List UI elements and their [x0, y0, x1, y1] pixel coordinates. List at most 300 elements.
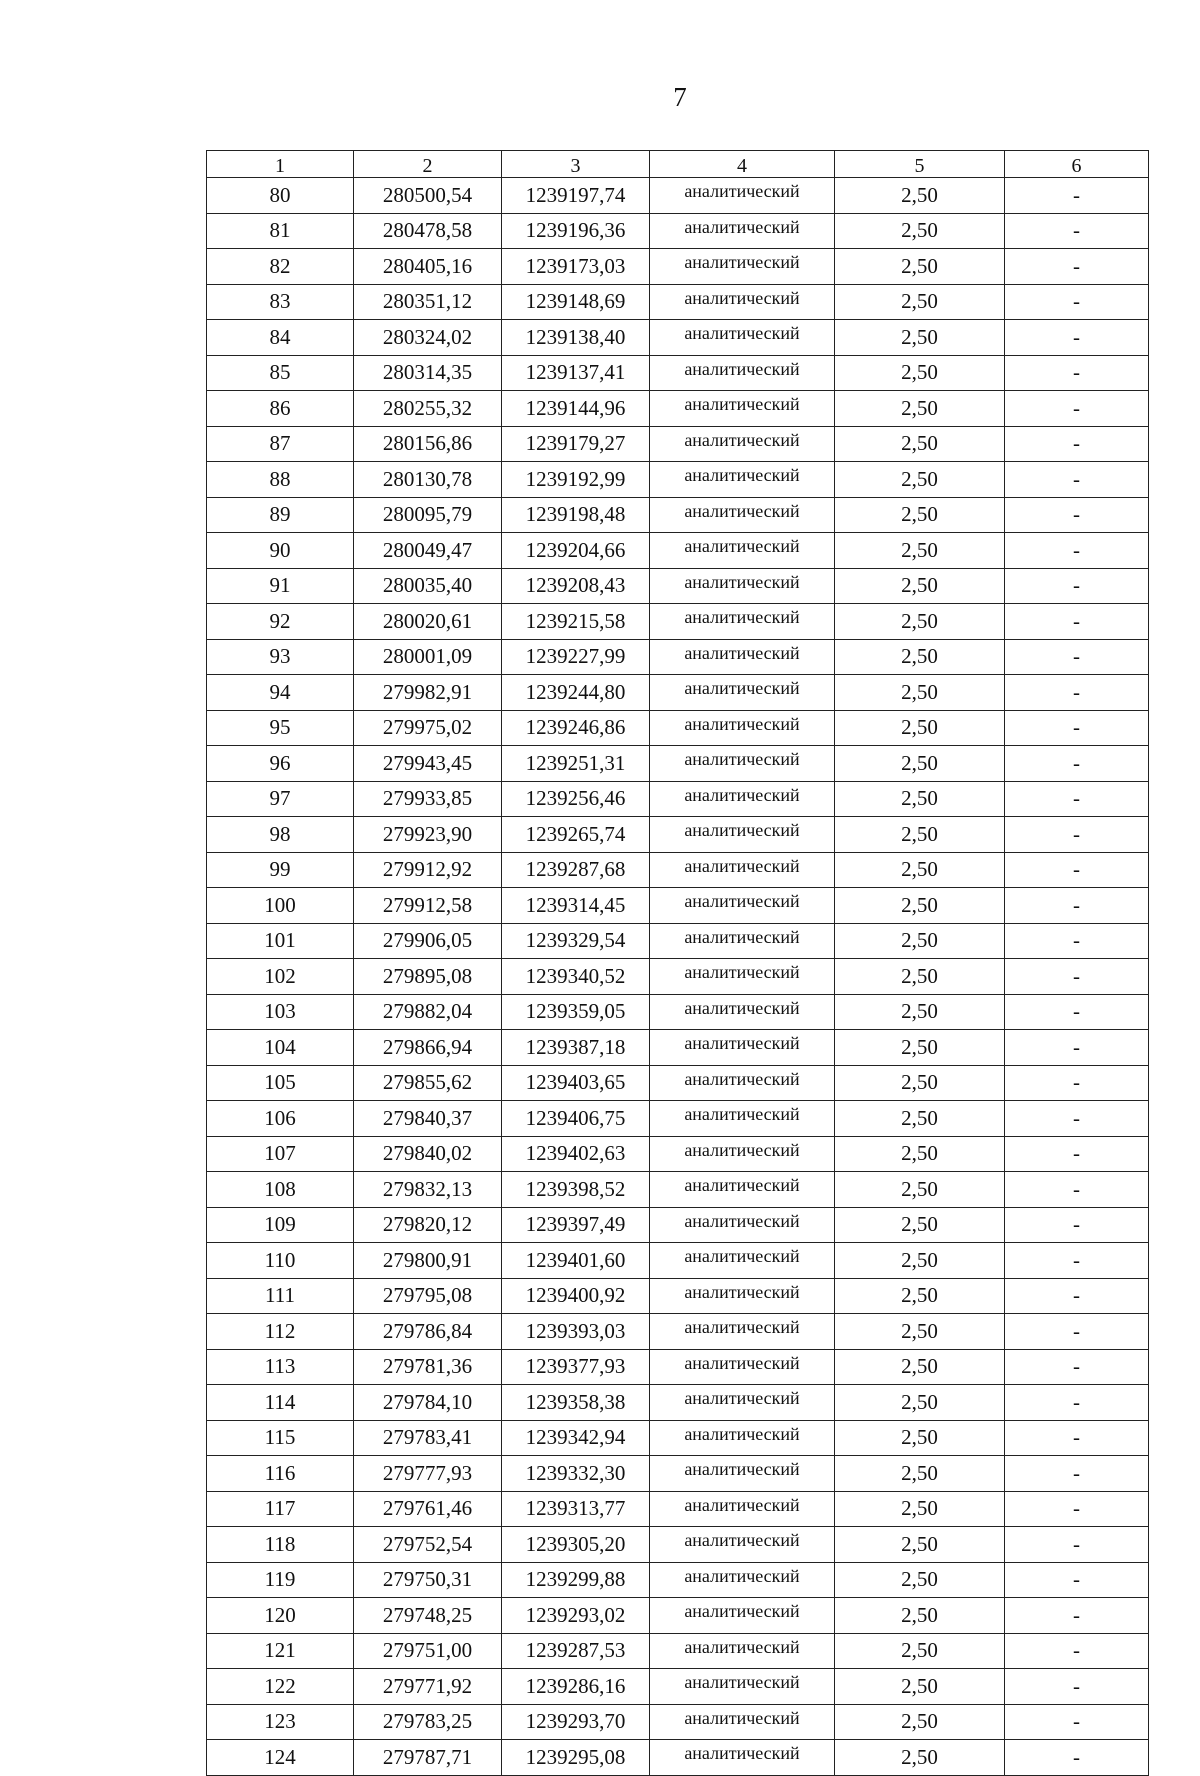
description-cell: -	[1005, 1278, 1149, 1314]
accuracy-cell: 2,50	[835, 781, 1005, 817]
x-coordinate-cell: 279748,25	[354, 1598, 502, 1634]
point-number-cell: 91	[207, 568, 354, 604]
x-coordinate-cell: 279943,45	[354, 746, 502, 782]
x-coordinate-cell: 279761,46	[354, 1491, 502, 1527]
point-number-cell: 120	[207, 1598, 354, 1634]
table-row	[207, 604, 1149, 640]
point-number-cell: 109	[207, 1207, 354, 1243]
method-cell: аналитический	[650, 1491, 835, 1527]
accuracy-cell: 2,50	[835, 1243, 1005, 1279]
y-coordinate-cell: 1239293,70	[502, 1704, 650, 1740]
point-number-cell: 107	[207, 1136, 354, 1172]
accuracy-cell: 2,50	[835, 320, 1005, 356]
y-coordinate-cell: 1239397,49	[502, 1207, 650, 1243]
x-coordinate-cell: 279784,10	[354, 1385, 502, 1421]
table-row	[207, 1243, 1149, 1279]
method-cell: аналитический	[650, 213, 835, 249]
method-cell: аналитический	[650, 426, 835, 462]
accuracy-cell: 2,50	[835, 604, 1005, 640]
method-cell: аналитический	[650, 1243, 835, 1279]
x-coordinate-cell: 279832,13	[354, 1172, 502, 1208]
header-cell-x: 2	[354, 151, 502, 178]
table-header	[207, 151, 1149, 178]
x-coordinate-cell: 280478,58	[354, 213, 502, 249]
description-cell: -	[1005, 1065, 1149, 1101]
accuracy-cell: 2,50	[835, 1314, 1005, 1350]
point-number-cell: 112	[207, 1314, 354, 1350]
accuracy-cell: 2,50	[835, 1704, 1005, 1740]
point-number-cell: 90	[207, 533, 354, 569]
page-number: 7	[673, 82, 687, 112]
x-coordinate-cell: 280035,40	[354, 568, 502, 604]
method-cell: аналитический	[650, 249, 835, 285]
x-coordinate-cell: 279912,58	[354, 888, 502, 924]
description-cell: -	[1005, 1207, 1149, 1243]
y-coordinate-cell: 1239208,43	[502, 568, 650, 604]
point-number-cell: 114	[207, 1385, 354, 1421]
y-coordinate-cell: 1239332,30	[502, 1456, 650, 1492]
accuracy-cell: 2,50	[835, 675, 1005, 711]
header-cell-point-number: 1	[207, 151, 354, 178]
method-cell: аналитический	[650, 639, 835, 675]
accuracy-cell: 2,50	[835, 888, 1005, 924]
accuracy-cell: 2,50	[835, 284, 1005, 320]
x-coordinate-cell: 279787,71	[354, 1740, 502, 1776]
y-coordinate-cell: 1239227,99	[502, 639, 650, 675]
table-row	[207, 320, 1149, 356]
description-cell: -	[1005, 1385, 1149, 1421]
accuracy-cell: 2,50	[835, 959, 1005, 995]
description-cell: -	[1005, 391, 1149, 427]
accuracy-cell: 2,50	[835, 249, 1005, 285]
table-row	[207, 1598, 1149, 1634]
table-row	[207, 994, 1149, 1030]
table-row	[207, 1065, 1149, 1101]
accuracy-cell: 2,50	[835, 462, 1005, 498]
point-number-cell: 101	[207, 923, 354, 959]
method-cell: аналитический	[650, 781, 835, 817]
method-cell: аналитический	[650, 1101, 835, 1137]
description-cell: -	[1005, 1704, 1149, 1740]
method-cell: аналитический	[650, 284, 835, 320]
table-row	[207, 1349, 1149, 1385]
y-coordinate-cell: 1239215,58	[502, 604, 650, 640]
accuracy-cell: 2,50	[835, 178, 1005, 214]
x-coordinate-cell: 280049,47	[354, 533, 502, 569]
y-coordinate-cell: 1239287,68	[502, 852, 650, 888]
table-row	[207, 1136, 1149, 1172]
table-row	[207, 284, 1149, 320]
description-cell: -	[1005, 178, 1149, 214]
y-coordinate-cell: 1239244,80	[502, 675, 650, 711]
method-cell: аналитический	[650, 1136, 835, 1172]
accuracy-cell: 2,50	[835, 923, 1005, 959]
description-cell: -	[1005, 604, 1149, 640]
table-row	[207, 249, 1149, 285]
table-row	[207, 781, 1149, 817]
y-coordinate-cell: 1239377,93	[502, 1349, 650, 1385]
table-row	[207, 1207, 1149, 1243]
accuracy-cell: 2,50	[835, 1491, 1005, 1527]
accuracy-cell: 2,50	[835, 497, 1005, 533]
table-row	[207, 1278, 1149, 1314]
description-cell: -	[1005, 888, 1149, 924]
y-coordinate-cell: 1239179,27	[502, 426, 650, 462]
description-cell: -	[1005, 1562, 1149, 1598]
table-row	[207, 1172, 1149, 1208]
accuracy-cell: 2,50	[835, 746, 1005, 782]
table-row	[207, 1030, 1149, 1066]
x-coordinate-cell: 279933,85	[354, 781, 502, 817]
table-row	[207, 1704, 1149, 1740]
accuracy-cell: 2,50	[835, 817, 1005, 853]
x-coordinate-cell: 279820,12	[354, 1207, 502, 1243]
point-number-cell: 98	[207, 817, 354, 853]
table-row	[207, 817, 1149, 853]
point-number-cell: 104	[207, 1030, 354, 1066]
accuracy-cell: 2,50	[835, 533, 1005, 569]
method-cell: аналитический	[650, 178, 835, 214]
table-row	[207, 178, 1149, 214]
description-cell: -	[1005, 533, 1149, 569]
description-cell: -	[1005, 249, 1149, 285]
y-coordinate-cell: 1239403,65	[502, 1065, 650, 1101]
description-cell: -	[1005, 1101, 1149, 1137]
table-row	[207, 888, 1149, 924]
description-cell: -	[1005, 426, 1149, 462]
point-number-cell: 92	[207, 604, 354, 640]
y-coordinate-cell: 1239246,86	[502, 710, 650, 746]
y-coordinate-cell: 1239340,52	[502, 959, 650, 995]
table-row	[207, 710, 1149, 746]
accuracy-cell: 2,50	[835, 852, 1005, 888]
description-cell: -	[1005, 1349, 1149, 1385]
x-coordinate-cell: 280156,86	[354, 426, 502, 462]
x-coordinate-cell: 279882,04	[354, 994, 502, 1030]
x-coordinate-cell: 279750,31	[354, 1562, 502, 1598]
x-coordinate-cell: 280001,09	[354, 639, 502, 675]
point-number-cell: 117	[207, 1491, 354, 1527]
table-row	[207, 1633, 1149, 1669]
table-row	[207, 1491, 1149, 1527]
point-number-cell: 81	[207, 213, 354, 249]
table-row	[207, 675, 1149, 711]
description-cell: -	[1005, 710, 1149, 746]
method-cell: аналитический	[650, 888, 835, 924]
method-cell: аналитический	[650, 462, 835, 498]
description-cell: -	[1005, 1314, 1149, 1350]
x-coordinate-cell: 280130,78	[354, 462, 502, 498]
point-number-cell: 100	[207, 888, 354, 924]
accuracy-cell: 2,50	[835, 1385, 1005, 1421]
table-body	[207, 178, 1149, 1776]
point-number-cell: 86	[207, 391, 354, 427]
point-number-cell: 80	[207, 178, 354, 214]
x-coordinate-cell: 279895,08	[354, 959, 502, 995]
y-coordinate-cell: 1239393,03	[502, 1314, 650, 1350]
y-coordinate-cell: 1239138,40	[502, 320, 650, 356]
x-coordinate-cell: 280405,16	[354, 249, 502, 285]
table-row	[207, 533, 1149, 569]
point-number-cell: 96	[207, 746, 354, 782]
point-number-cell: 108	[207, 1172, 354, 1208]
header-cell-description: 6	[1005, 151, 1149, 178]
accuracy-cell: 2,50	[835, 1278, 1005, 1314]
description-cell: -	[1005, 1030, 1149, 1066]
y-coordinate-cell: 1239406,75	[502, 1101, 650, 1137]
x-coordinate-cell: 279975,02	[354, 710, 502, 746]
table-row	[207, 497, 1149, 533]
y-coordinate-cell: 1239137,41	[502, 355, 650, 391]
x-coordinate-cell: 279840,37	[354, 1101, 502, 1137]
description-cell: -	[1005, 1420, 1149, 1456]
description-cell: -	[1005, 355, 1149, 391]
y-coordinate-cell: 1239265,74	[502, 817, 650, 853]
method-cell: аналитический	[650, 1669, 835, 1705]
table-row	[207, 1385, 1149, 1421]
table-row	[207, 1669, 1149, 1705]
x-coordinate-cell: 279751,00	[354, 1633, 502, 1669]
accuracy-cell: 2,50	[835, 1598, 1005, 1634]
table-row	[207, 355, 1149, 391]
accuracy-cell: 2,50	[835, 1740, 1005, 1776]
description-cell: -	[1005, 852, 1149, 888]
description-cell: -	[1005, 213, 1149, 249]
y-coordinate-cell: 1239286,16	[502, 1669, 650, 1705]
x-coordinate-cell: 279866,94	[354, 1030, 502, 1066]
y-coordinate-cell: 1239197,74	[502, 178, 650, 214]
accuracy-cell: 2,50	[835, 1562, 1005, 1598]
description-cell: -	[1005, 1172, 1149, 1208]
method-cell: аналитический	[650, 533, 835, 569]
table-row	[207, 852, 1149, 888]
accuracy-cell: 2,50	[835, 1527, 1005, 1563]
y-coordinate-cell: 1239144,96	[502, 391, 650, 427]
table-row	[207, 1740, 1149, 1776]
method-cell: аналитический	[650, 1207, 835, 1243]
accuracy-cell: 2,50	[835, 1101, 1005, 1137]
y-coordinate-cell: 1239329,54	[502, 923, 650, 959]
x-coordinate-cell: 280351,12	[354, 284, 502, 320]
accuracy-cell: 2,50	[835, 568, 1005, 604]
accuracy-cell: 2,50	[835, 1633, 1005, 1669]
y-coordinate-cell: 1239173,03	[502, 249, 650, 285]
accuracy-cell: 2,50	[835, 1030, 1005, 1066]
accuracy-cell: 2,50	[835, 1065, 1005, 1101]
x-coordinate-cell: 279777,93	[354, 1456, 502, 1492]
y-coordinate-cell: 1239359,05	[502, 994, 650, 1030]
x-coordinate-cell: 280324,02	[354, 320, 502, 356]
method-cell: аналитический	[650, 1598, 835, 1634]
point-number-cell: 82	[207, 249, 354, 285]
method-cell: аналитический	[650, 1633, 835, 1669]
point-number-cell: 106	[207, 1101, 354, 1137]
method-cell: аналитический	[650, 1527, 835, 1563]
point-number-cell: 123	[207, 1704, 354, 1740]
point-number-cell: 88	[207, 462, 354, 498]
table-row	[207, 746, 1149, 782]
point-number-cell: 84	[207, 320, 354, 356]
method-cell: аналитический	[650, 959, 835, 995]
y-coordinate-cell: 1239299,88	[502, 1562, 650, 1598]
description-cell: -	[1005, 1243, 1149, 1279]
method-cell: аналитический	[650, 1278, 835, 1314]
x-coordinate-cell: 280314,35	[354, 355, 502, 391]
description-cell: -	[1005, 994, 1149, 1030]
coordinates-table	[206, 150, 1149, 1776]
point-number-cell: 99	[207, 852, 354, 888]
method-cell: аналитический	[650, 355, 835, 391]
accuracy-cell: 2,50	[835, 639, 1005, 675]
y-coordinate-cell: 1239192,99	[502, 462, 650, 498]
method-cell: аналитический	[650, 923, 835, 959]
table-row	[207, 568, 1149, 604]
point-number-cell: 116	[207, 1456, 354, 1492]
x-coordinate-cell: 279906,05	[354, 923, 502, 959]
table-row	[207, 462, 1149, 498]
accuracy-cell: 2,50	[835, 994, 1005, 1030]
method-cell: аналитический	[650, 852, 835, 888]
description-cell: -	[1005, 959, 1149, 995]
y-coordinate-cell: 1239293,02	[502, 1598, 650, 1634]
description-cell: -	[1005, 1527, 1149, 1563]
description-cell: -	[1005, 1598, 1149, 1634]
y-coordinate-cell: 1239198,48	[502, 497, 650, 533]
accuracy-cell: 2,50	[835, 426, 1005, 462]
method-cell: аналитический	[650, 1420, 835, 1456]
point-number-cell: 124	[207, 1740, 354, 1776]
x-coordinate-cell: 280095,79	[354, 497, 502, 533]
y-coordinate-cell: 1239295,08	[502, 1740, 650, 1776]
method-cell: аналитический	[650, 710, 835, 746]
x-coordinate-cell: 280500,54	[354, 178, 502, 214]
y-coordinate-cell: 1239314,45	[502, 888, 650, 924]
point-number-cell: 113	[207, 1349, 354, 1385]
description-cell: -	[1005, 462, 1149, 498]
y-coordinate-cell: 1239305,20	[502, 1527, 650, 1563]
description-cell: -	[1005, 320, 1149, 356]
point-number-cell: 115	[207, 1420, 354, 1456]
description-cell: -	[1005, 1740, 1149, 1776]
description-cell: -	[1005, 284, 1149, 320]
point-number-cell: 121	[207, 1633, 354, 1669]
accuracy-cell: 2,50	[835, 1420, 1005, 1456]
method-cell: аналитический	[650, 1704, 835, 1740]
point-number-cell: 105	[207, 1065, 354, 1101]
method-cell: аналитический	[650, 1456, 835, 1492]
description-cell: -	[1005, 497, 1149, 533]
description-cell: -	[1005, 568, 1149, 604]
x-coordinate-cell: 279912,92	[354, 852, 502, 888]
point-number-cell: 119	[207, 1562, 354, 1598]
y-coordinate-cell: 1239342,94	[502, 1420, 650, 1456]
table-row	[207, 1562, 1149, 1598]
point-number-cell: 95	[207, 710, 354, 746]
point-number-cell: 111	[207, 1278, 354, 1314]
method-cell: аналитический	[650, 1385, 835, 1421]
description-cell: -	[1005, 1669, 1149, 1705]
point-number-cell: 87	[207, 426, 354, 462]
method-cell: аналитический	[650, 320, 835, 356]
y-coordinate-cell: 1239287,53	[502, 1633, 650, 1669]
method-cell: аналитический	[650, 817, 835, 853]
x-coordinate-cell: 279982,91	[354, 675, 502, 711]
method-cell: аналитический	[650, 568, 835, 604]
table-row	[207, 639, 1149, 675]
y-coordinate-cell: 1239401,60	[502, 1243, 650, 1279]
accuracy-cell: 2,50	[835, 1349, 1005, 1385]
y-coordinate-cell: 1239387,18	[502, 1030, 650, 1066]
x-coordinate-cell: 279840,02	[354, 1136, 502, 1172]
header-cell-accuracy: 5	[835, 151, 1005, 178]
point-number-cell: 94	[207, 675, 354, 711]
accuracy-cell: 2,50	[835, 710, 1005, 746]
description-cell: -	[1005, 1633, 1149, 1669]
x-coordinate-cell: 279786,84	[354, 1314, 502, 1350]
x-coordinate-cell: 280020,61	[354, 604, 502, 640]
table-row	[207, 1101, 1149, 1137]
method-cell: аналитический	[650, 746, 835, 782]
accuracy-cell: 2,50	[835, 213, 1005, 249]
accuracy-cell: 2,50	[835, 391, 1005, 427]
header-cell-method: 4	[650, 151, 835, 178]
method-cell: аналитический	[650, 391, 835, 427]
method-cell: аналитический	[650, 994, 835, 1030]
y-coordinate-cell: 1239256,46	[502, 781, 650, 817]
point-number-cell: 97	[207, 781, 354, 817]
method-cell: аналитический	[650, 1065, 835, 1101]
x-coordinate-cell: 279783,25	[354, 1704, 502, 1740]
accuracy-cell: 2,50	[835, 355, 1005, 391]
point-number-cell: 93	[207, 639, 354, 675]
description-cell: -	[1005, 1491, 1149, 1527]
method-cell: аналитический	[650, 675, 835, 711]
x-coordinate-cell: 279923,90	[354, 817, 502, 853]
table-row	[207, 1456, 1149, 1492]
table-row	[207, 391, 1149, 427]
x-coordinate-cell: 279795,08	[354, 1278, 502, 1314]
point-number-cell: 110	[207, 1243, 354, 1279]
description-cell: -	[1005, 923, 1149, 959]
y-coordinate-cell: 1239400,92	[502, 1278, 650, 1314]
y-coordinate-cell: 1239251,31	[502, 746, 650, 782]
table-row	[207, 1420, 1149, 1456]
point-number-cell: 122	[207, 1669, 354, 1705]
point-number-cell: 83	[207, 284, 354, 320]
method-cell: аналитический	[650, 497, 835, 533]
x-coordinate-cell: 279800,91	[354, 1243, 502, 1279]
description-cell: -	[1005, 781, 1149, 817]
y-coordinate-cell: 1239204,66	[502, 533, 650, 569]
x-coordinate-cell: 279752,54	[354, 1527, 502, 1563]
point-number-cell: 89	[207, 497, 354, 533]
point-number-cell: 103	[207, 994, 354, 1030]
accuracy-cell: 2,50	[835, 1172, 1005, 1208]
point-number-cell: 85	[207, 355, 354, 391]
table-row	[207, 959, 1149, 995]
x-coordinate-cell: 279771,92	[354, 1669, 502, 1705]
table-row	[207, 923, 1149, 959]
accuracy-cell: 2,50	[835, 1136, 1005, 1172]
description-cell: -	[1005, 639, 1149, 675]
description-cell: -	[1005, 817, 1149, 853]
accuracy-cell: 2,50	[835, 1456, 1005, 1492]
y-coordinate-cell: 1239398,52	[502, 1172, 650, 1208]
description-cell: -	[1005, 746, 1149, 782]
accuracy-cell: 2,50	[835, 1669, 1005, 1705]
x-coordinate-cell: 279781,36	[354, 1349, 502, 1385]
y-coordinate-cell: 1239358,38	[502, 1385, 650, 1421]
